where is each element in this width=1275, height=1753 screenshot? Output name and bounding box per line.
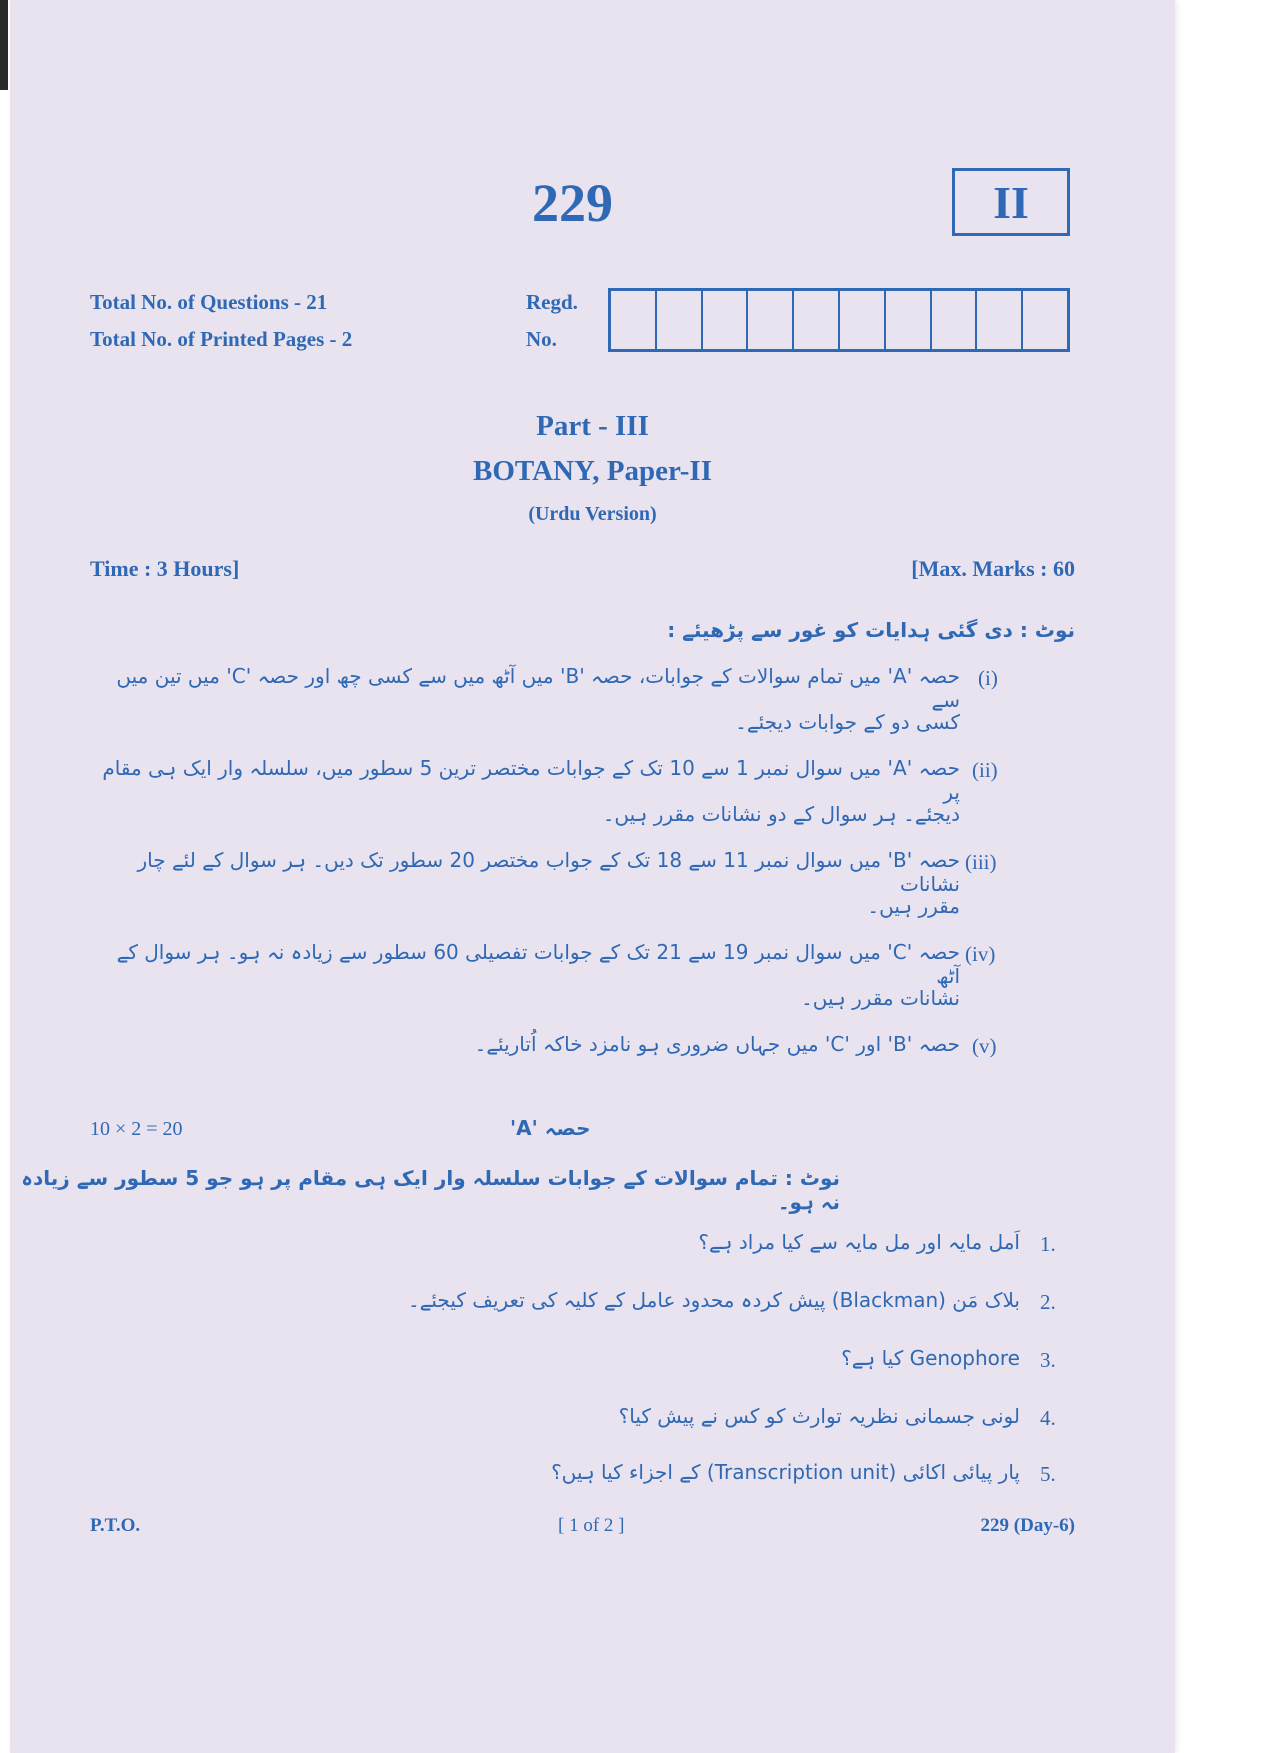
instruction-number: (i) <box>978 666 998 690</box>
instruction-text: حصہ 'B' اور 'C' میں جہاں ضروری ہو نامزد خاکہ اُتاریئے۔ <box>474 1032 960 1056</box>
regd-label: Regd. <box>526 290 578 314</box>
regd-digit-cell <box>657 291 703 349</box>
instructions-heading: نوٹ : دی گئی ہدایات کو غور سے پڑھیئے : <box>667 618 1075 642</box>
regd-digit-cell <box>977 291 1023 349</box>
regd-digit-cell <box>611 291 657 349</box>
section-a-note: نوٹ : تمام سوالات کے جوابات سلسلہ وار ایک ہی مقام پر ہو جو 5 سطور سے زیادہ نہ ہو۔ <box>21 1166 840 1214</box>
paper-code: 229 <box>532 173 613 233</box>
instruction-text: حصہ 'C' میں سوال نمبر 19 سے 21 تک کے جوابات تفصیلی 60 سطور سے زیادہ نہ ہو۔ ہر سوال کے آٹھ <box>116 940 960 988</box>
part-title: Part - III <box>536 410 649 442</box>
question-text: پار پیائی اکائی (Transcription unit) کے اجزاء کیا ہیں؟ <box>551 1460 1020 1484</box>
regd-digit-cell <box>886 291 932 349</box>
instruction-number: (iv) <box>965 942 996 966</box>
registration-number-box <box>608 288 1070 352</box>
regd-digit-cell <box>748 291 794 349</box>
question-number: 3. <box>1040 1348 1056 1372</box>
question-number: 2. <box>1040 1290 1056 1314</box>
regd-digit-cell <box>794 291 840 349</box>
total-pages: Total No. of Printed Pages - 2 <box>90 327 353 351</box>
page-indicator: [ 1 of 2 ] <box>558 1515 625 1536</box>
instruction-number: (v) <box>972 1034 997 1058</box>
instruction-text: حصہ 'B' میں سوال نمبر 11 سے 18 تک کے جواب مختصر 20 سطور تک دیں۔ ہر سوال کے لئے چار نشانات <box>137 848 960 896</box>
max-marks: [Max. Marks : 60 <box>911 556 1075 581</box>
exam-paper <box>10 0 1175 1753</box>
instruction-text: حصہ 'A' میں سوال نمبر 1 سے 10 تک کے جوابات مختصر ترین 5 سطور میں، سلسلہ وار ایک ہی مقام پر <box>102 756 960 804</box>
question-text: بلاک مَن (Blackman) پیش کردہ محدود عامل کے کلیہ کی تعریف کیجئے۔ <box>407 1288 1020 1312</box>
exam-time: Time : 3 Hours] <box>90 556 240 581</box>
set-number-box <box>952 168 1070 236</box>
total-questions: Total No. of Questions - 21 <box>90 290 328 314</box>
version-title: (Urdu Version) <box>528 503 657 525</box>
instruction-number: (iii) <box>965 850 997 874</box>
pto-label: P.T.O. <box>90 1515 141 1536</box>
subject-title: BOTANY, Paper-II <box>473 455 712 487</box>
instruction-text: مقرر ہیں۔ <box>867 894 960 918</box>
question-text: Genophore کیا ہے؟ <box>841 1346 1020 1370</box>
instruction-text: دیجئے۔ ہر سوال کے دو نشانات مقرر ہیں۔ <box>602 802 960 826</box>
set-number: II <box>993 176 1029 228</box>
question-number: 4. <box>1040 1406 1056 1430</box>
question-number: 1. <box>1040 1232 1056 1256</box>
paper-code-footer: 229 (Day-6) <box>980 1515 1075 1536</box>
regd-digit-cell <box>1023 291 1067 349</box>
no-label: No. <box>526 327 557 351</box>
regd-digit-cell <box>840 291 886 349</box>
instruction-text: کسی دو کے جوابات دیجئے۔ <box>735 710 960 734</box>
instruction-text: حصہ 'A' میں تمام سوالات کے جوابات، حصہ 'B' میں آٹھ میں سے کسی چھ اور حصہ 'C' میں تین میں سے <box>116 664 960 712</box>
instruction-number: (ii) <box>972 758 998 782</box>
instruction-text: نشانات مقرر ہیں۔ <box>801 986 960 1010</box>
regd-digit-cell <box>932 291 978 349</box>
question-number: 5. <box>1040 1462 1056 1486</box>
scan-edge <box>0 0 8 90</box>
question-text: اَمل مایہ اور مل مایہ سے کیا مراد ہے؟ <box>698 1230 1020 1254</box>
question-text: لونی جسمانی نظریہ توارث کو کس نے پیش کیا؟ <box>618 1404 1020 1428</box>
regd-digit-cell <box>703 291 749 349</box>
section-a-marks: 10 × 2 = 20 <box>90 1118 183 1140</box>
section-a-title: حصہ 'A' <box>510 1116 591 1140</box>
